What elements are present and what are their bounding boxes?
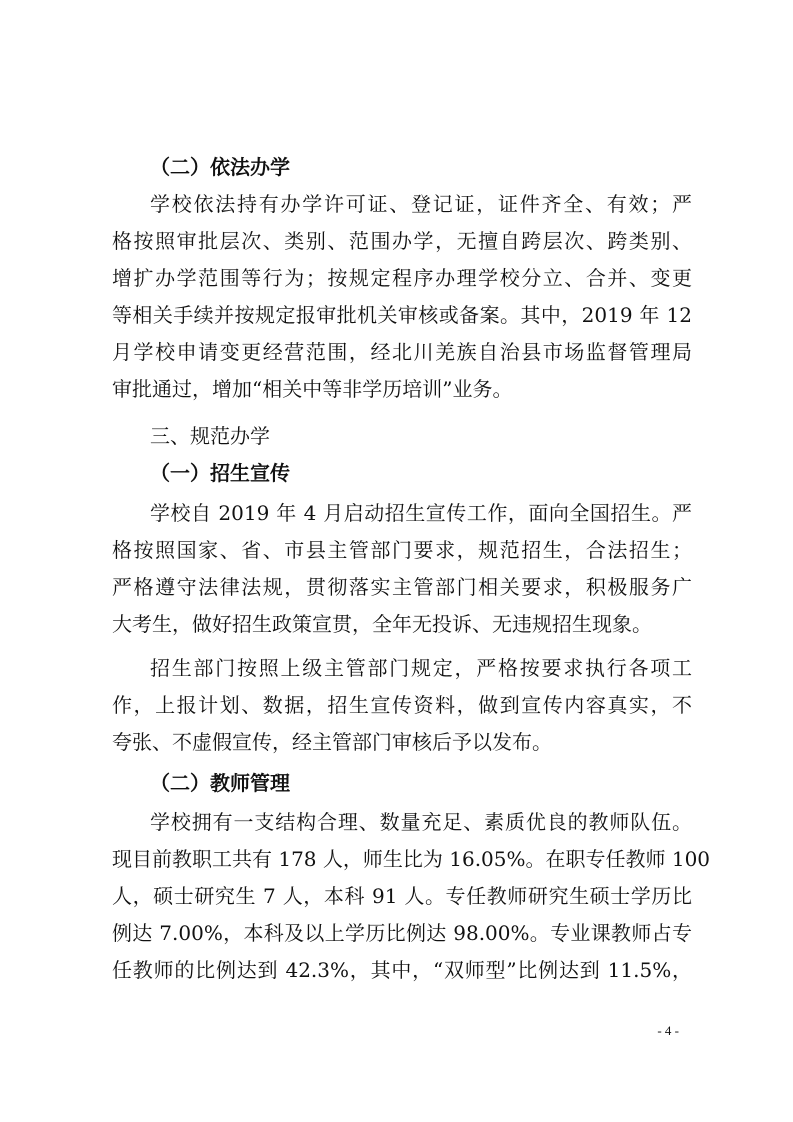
- paragraph-line: 现目前教职工共有 178 人，师生比为 16.05%。在职专任教师 100: [112, 847, 711, 871]
- section-heading-lawful-operation: （二）依法办学: [150, 155, 290, 179]
- paragraph-line: 严格遵守法律法规，贯彻落实主管部门相关要求，积极服务广: [112, 575, 692, 599]
- paragraph-line: 格按照国家、省、市县主管部门要求，规范招生，合法招生；: [112, 538, 692, 562]
- paragraph-line: 大考生，做好招生政策宣贯，全年无投诉、无违规招生现象。: [112, 612, 652, 636]
- section-heading-enrollment: （一）招生宣传: [150, 461, 290, 485]
- paragraph-line: 招生部门按照上级主管部门规定，严格按要求执行各项工: [150, 656, 692, 680]
- paragraph-line: 格按照审批层次、类别、范围办学，无擅自跨层次、跨类别、: [112, 229, 692, 253]
- paragraph-line: 月学校申请变更经营范围，经北川羌族自治县市场监督管理局: [112, 340, 692, 364]
- paragraph-line: 夸张、不虚假宣传，经主管部门审核后予以发布。: [112, 730, 552, 754]
- paragraph-line: 学校依法持有办学许可证、登记证，证件齐全、有效；严: [150, 192, 692, 216]
- paragraph-line: 审批通过，增加“相关中等非学历培训”业务。: [112, 377, 513, 401]
- paragraph-line: 增扩办学范围等行为；按规定程序办理学校分立、合并、变更: [112, 266, 692, 290]
- section-heading-standardized-operation: 三、规范办学: [150, 424, 270, 448]
- paragraph-line: 任教师的比例达到 42.3%，其中，“双师型”比例达到 11.5%，: [112, 958, 692, 982]
- paragraph-line: 人，硕士研究生 7 人，本科 91 人。专任教师研究生硕士学历比: [112, 884, 692, 908]
- paragraph-line: 学校拥有一支结构合理、数量充足、素质优良的教师队伍。: [150, 810, 692, 834]
- paragraph-line: 例达 7.00%，本科及以上学历比例达 98.00%。专业课教师占专: [112, 921, 692, 945]
- section-heading-teacher-management: （二）教师管理: [150, 771, 290, 795]
- paragraph-line: 作，上报计划、数据，招生宣传资料，做到宣传内容真实，不: [112, 693, 692, 717]
- paragraph-line: 等相关手续并按规定报审批机关审核或备案。其中，2019 年 12: [112, 303, 692, 327]
- page-number: - 4 -: [657, 1023, 679, 1038]
- paragraph-line: 学校自 2019 年 4 月启动招生宣传工作，面向全国招生。严: [150, 501, 692, 525]
